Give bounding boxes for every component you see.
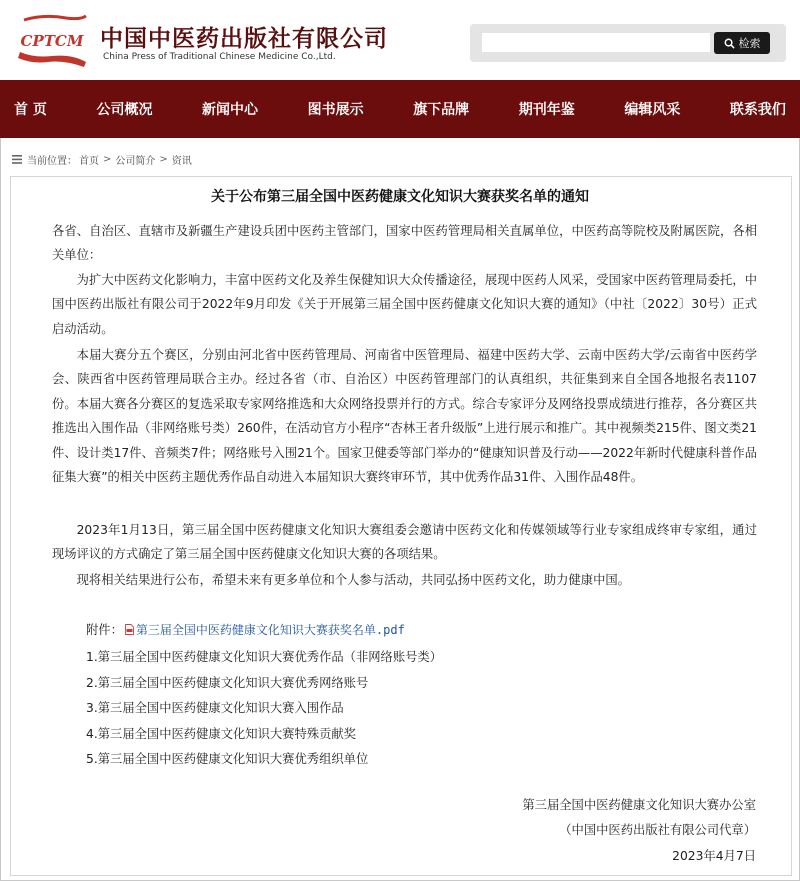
- list-item: 1.第三届全国中医药健康文化知识大赛优秀作品（非网络账号类）: [86, 650, 443, 664]
- article-paragraph-3: 2023年1月13日，第三届全国中医药健康文化知识大赛组委会邀请中医药文化和传媒领域等行业专家组成终审专家组，通过现场评议的方式确定了第三届全国中医药健康文化知识大赛的各项结果。: [52, 523, 757, 562]
- nav-home[interactable]: 首 页: [14, 102, 47, 118]
- list-item: 4.第三届全国中医药健康文化知识大赛特殊贡献奖: [86, 726, 356, 741]
- list-item: 3.第三届全国中医药健康文化知识大赛入围作品: [86, 701, 344, 716]
- breadcrumb-company-intro[interactable]: 公司简介: [115, 156, 156, 167]
- main-nav: [0, 80, 800, 138]
- breadcrumb: [12, 152, 192, 167]
- signature-date: 2023年4月7日: [672, 849, 756, 863]
- search-icon: [724, 38, 735, 49]
- signature-organization: 第三届全国中医药健康文化知识大赛办公室: [522, 798, 756, 812]
- attachment-list: [86, 645, 442, 773]
- article-paragraph-4: 现将相关结果进行公布，希望未来有更多单位和个人参与活动，共同弘扬中医药文化，助力健康中国。: [76, 573, 630, 587]
- article-title: 关于公布第三届全国中医药健康文化知识大赛获奖名单的通知: [211, 189, 589, 205]
- site-header: [0, 0, 800, 80]
- list-item: 2.第三届全国中医药健康文化知识大赛优秀网络账号: [86, 675, 369, 690]
- attachment-line: [86, 620, 405, 638]
- nav-news-center[interactable]: 新闻中心: [202, 102, 259, 118]
- search-button-label: 检索: [738, 37, 761, 50]
- pdf-icon: [125, 624, 134, 635]
- article-paragraph-2: 本届大赛分五个赛区，分别由河北省中医药管理局、河南省中医管理局、福建中医药大学、云南中医药大学/云南省中医药学会、陕西省中医药管理局联合主办。经过各省（市、自治区）中医药管理部门的认真组织，共征集到来自全国各地报名表1107份。本届大赛各分赛区的复选采取专家网络推选和大众网络投票并行的方式。综合专家评分及网络投票成绩进行推荐，各分赛区共推选出入围作品（非网络账号类）260件，在活动官方小程序“杏林王者升级版”上进行展示和推广。其中视频类215件、图文类21件、设计类17件、音频类7件；网络账号入围21个。国家卫健委等部门举办的“健康知识普及行动——2022年新时代健康科普作品征集大赛”的相关中医药主题优秀作品自动进入本届知识大赛终审环节，其中优秀作品31件、入围作品48件。: [52, 348, 757, 485]
- attachment-pdf-link[interactable]: 第三届全国中医药健康文化知识大赛获奖名单.pdf: [135, 622, 405, 637]
- article-paragraph-1: 为扩大中医药文化影响力，丰富中医药文化及养生保健知识大众传播途径，展现中医药人风采，受国家中医药管理局委托，中国中医药出版社有限公司于2022年9月印发《关于开展第三届全国中医药健康文化知识大赛的通知》（中社〔2022〕30号）正式启动活动。: [52, 273, 757, 336]
- breadcrumb-news[interactable]: 资讯: [171, 156, 192, 167]
- search-button[interactable]: [714, 32, 770, 54]
- signature-seal-note: （中国中医药出版社有限公司代章）: [559, 823, 756, 837]
- breadcrumb-home[interactable]: 首页: [79, 156, 99, 167]
- nav-book-display[interactable]: 图书展示: [307, 102, 364, 118]
- search-input[interactable]: [482, 33, 710, 52]
- nav-editor-showcase[interactable]: 编辑风采: [624, 102, 681, 118]
- attachment-label: 附件：: [86, 623, 123, 637]
- nav-brands[interactable]: 旗下品牌: [413, 102, 470, 118]
- logo-mark-text: CPTCM: [20, 32, 84, 50]
- breadcrumb-separator: >: [159, 154, 168, 165]
- logo-chinese-name: 中国中医药出版社有限公司: [100, 25, 388, 52]
- list-icon: [12, 155, 22, 164]
- article-salutation: 各省、自治区、直辖市及新疆生产建设兵团中医药主管部门，国家中医药管理局相关直属单位，中医药高等院校及附属医院，各相关单位：: [52, 224, 757, 263]
- nav-company-overview[interactable]: 公司概况: [96, 102, 153, 118]
- logo-english-name: China Press of Traditional Chinese Medicine Co.,Ltd.: [103, 52, 336, 62]
- nav-journals-yearbooks[interactable]: 期刊年鉴: [518, 102, 575, 118]
- breadcrumb-separator: >: [103, 154, 112, 165]
- list-item: 5.第三届全国中医药健康文化知识大赛优秀组织单位: [86, 752, 369, 767]
- breadcrumb-prefix: 当前位置：: [27, 156, 77, 167]
- nav-contact-us[interactable]: 联系我们: [729, 102, 786, 118]
- logo-icon[interactable]: [14, 12, 90, 70]
